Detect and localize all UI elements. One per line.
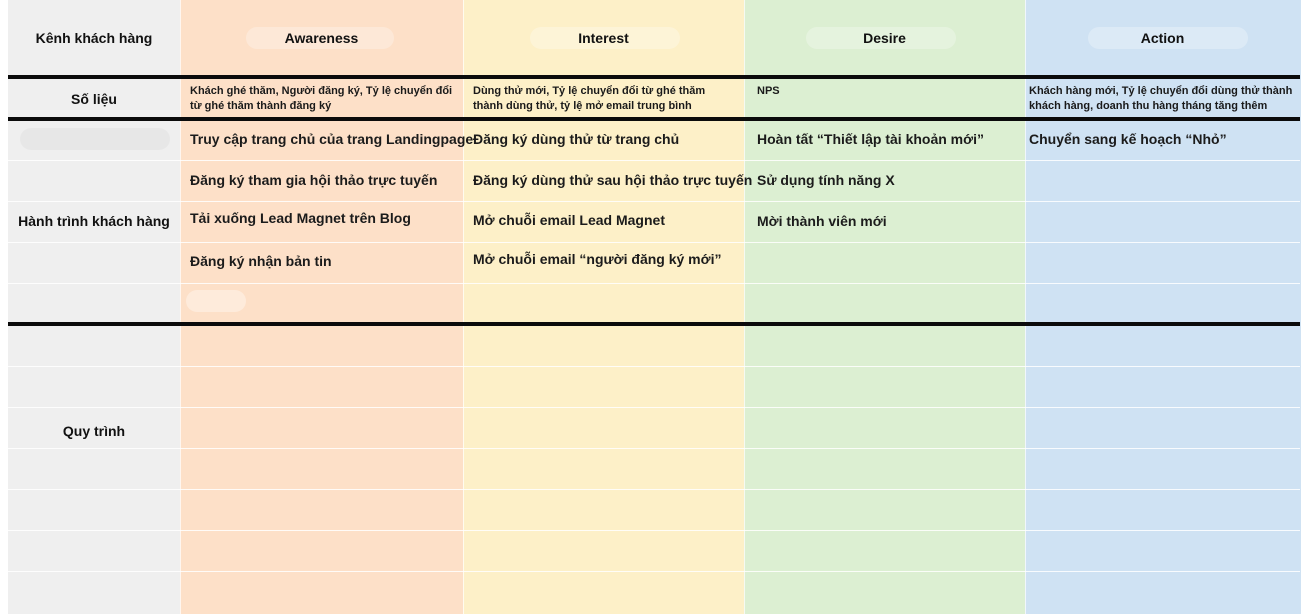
- row-separator: [8, 448, 1300, 449]
- ghost-pill: [20, 128, 170, 150]
- metric-awareness: Khách ghé thăm, Người đăng ký, Tỷ lệ chuyển đổi từ ghé thăm thành đăng ký: [190, 85, 453, 112]
- journey-interest-item[interactable]: Đăng ký dùng thử sau hội thảo trực tuyến: [473, 172, 753, 188]
- row-label-metrics: Số liệu: [71, 90, 117, 107]
- header-action: Action: [1140, 30, 1185, 46]
- row-separator: [8, 201, 1300, 202]
- row-separator: [8, 366, 1300, 367]
- journey-awareness-item[interactable]: Tải xuống Lead Magnet trên Blog: [190, 210, 411, 226]
- journey-interest-item[interactable]: Mở chuỗi email “người đăng ký mới”: [473, 251, 722, 267]
- metric-desire: NPS: [757, 85, 780, 97]
- journey-action-item[interactable]: Chuyển sang kế hoạch “Nhỏ”: [1029, 131, 1227, 147]
- row-separator: [8, 571, 1300, 572]
- section-divider: [8, 322, 1300, 326]
- journey-desire-item[interactable]: Mời thành viên mới: [757, 213, 887, 229]
- journey-awareness-item[interactable]: Đăng ký nhận bản tin: [190, 253, 332, 269]
- funnel-board: [8, 0, 1300, 614]
- journey-awareness-item[interactable]: Đăng ký tham gia hội thảo trực tuyến: [190, 172, 438, 188]
- header-desire: Desire: [863, 30, 906, 46]
- row-label-journey: Hành trình khách hàng: [18, 213, 170, 229]
- metric-action: Khách hàng mới, Tỷ lệ chuyển đổi dùng thử thành khách hàng, doanh thu hàng tháng tăng thêm: [1029, 85, 1293, 112]
- journey-interest-item[interactable]: Đăng ký dùng thử từ trang chủ: [473, 131, 680, 147]
- row-label-process: Quy trình: [62, 423, 126, 439]
- journey-desire-item[interactable]: Sử dụng tính năng X: [757, 172, 895, 188]
- row-separator: [8, 160, 1300, 161]
- header-channel: Kênh khách hàng: [35, 30, 153, 46]
- row-separator: [8, 530, 1300, 531]
- section-divider: [8, 117, 1300, 121]
- row-separator: [8, 283, 1300, 284]
- header-awareness: Awareness: [284, 30, 359, 46]
- metric-interest: Dùng thử mới, Tỷ lệ chuyển đổi từ ghé thăm thành dùng thử, tỷ lệ mở email trung bình: [473, 85, 706, 112]
- journey-awareness-item[interactable]: Truy cập trang chủ của trang Landingpage: [190, 131, 474, 147]
- row-separator: [8, 242, 1300, 243]
- journey-desire-item[interactable]: Hoàn tất “Thiết lập tài khoản mới”: [757, 131, 984, 147]
- row-separator: [8, 407, 1300, 408]
- header-interest: Interest: [578, 30, 629, 46]
- row-separator: [8, 489, 1300, 490]
- ghost-pill: [186, 290, 246, 312]
- section-divider: [8, 75, 1300, 79]
- journey-interest-item[interactable]: Mở chuỗi email Lead Magnet: [473, 212, 665, 228]
